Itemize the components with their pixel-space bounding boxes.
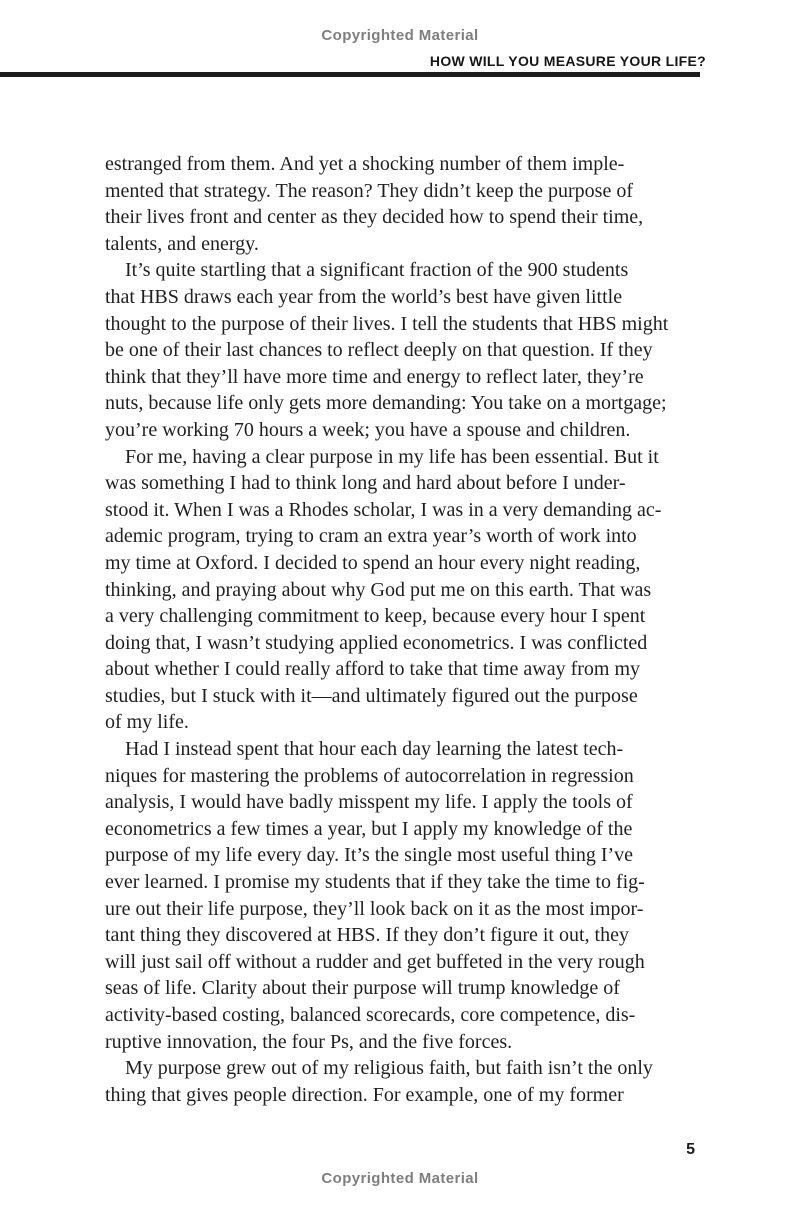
header-rule	[0, 72, 700, 77]
text-line: studies, but I stuck with it—and ultimately figured out the purpose	[105, 684, 638, 707]
text-line: stood it. When I was a Rhodes scholar, I was in a very demanding ac-	[105, 498, 662, 521]
text-line: niques for mastering the problems of autocorrelation in regression	[105, 764, 634, 787]
running-header-title: HOW WILL YOU MEASURE YOUR LIFE?	[429, 53, 706, 69]
text-line: ever learned. I promise my students that if they take the time to fig-	[105, 871, 645, 894]
text-line: econometrics a few times a year, but I apply my knowledge of the	[105, 817, 633, 840]
text-line: estranged from them. And yet a shocking number of them imple-	[105, 153, 625, 175]
text-line: thing that gives people direction. For example, one of my former	[105, 1083, 624, 1106]
text-line: be one of their last chances to reflect deeply on that question. If they	[105, 339, 653, 362]
text-line: was something I had to think long and hard about before I under-	[105, 472, 626, 495]
text-line: a very challenging commitment to keep, because every hour I spent	[105, 605, 646, 628]
text-line: think that they’ll have more time and energy to reflect later, they’re	[105, 365, 644, 388]
text-line: For me, having a clear purpose in my life has been essential. But it	[125, 445, 659, 468]
text-line: nuts, because life only gets more demanding: You take on a mortgage;	[105, 392, 667, 415]
text-line: will just sail off without a rudder and get buffeted in the very rough	[105, 950, 645, 973]
text-line: ure out their life purpose, they’ll look back on it as the most impor-	[105, 897, 644, 920]
text-line: of my life.	[105, 711, 189, 734]
paragraph	[105, 257, 706, 443]
paragraph	[105, 1055, 706, 1108]
text-line: mented that strategy. The reason? They didn’t keep the purpose of	[105, 179, 633, 202]
text-line: Had I instead spent that hour each day learning the latest tech-	[125, 738, 624, 761]
paragraph	[105, 736, 706, 1055]
text-line: my time at Oxford. I decided to spend an hour every night reading,	[105, 551, 641, 574]
text-line: ademic program, trying to cram an extra year’s worth of work into	[105, 525, 637, 548]
text-line: about whether I could really afford to take that time away from my	[105, 658, 640, 681]
text-line: thought to the purpose of their lives. I tell the students that HBS might	[105, 312, 669, 335]
page-number: 5	[686, 1141, 695, 1158]
text-line: doing that, I wasn’t studying applied econometrics. I was conflicted	[105, 631, 648, 654]
text-line: tant thing they discovered at HBS. If they don’t figure it out, they	[105, 924, 629, 947]
text-line: you’re working 70 hours a week; you have a spouse and children.	[105, 418, 631, 441]
text-line: seas of life. Clarity about their purpose will trump knowledge of	[105, 977, 620, 1000]
text-line: My purpose grew out of my religious faith, but faith isn’t the only	[125, 1057, 653, 1080]
text-line: activity-based costing, balanced scorecards, core competence, dis-	[105, 1004, 636, 1026]
text-line: ruptive innovation, the four Ps, and the five forces.	[105, 1030, 513, 1053]
paragraph	[105, 151, 706, 257]
paragraph	[105, 444, 706, 737]
text-line: that HBS draws each year from the world’s best have given little	[105, 285, 623, 308]
text-line: thinking, and praying about why God put me on this earth. That was	[105, 578, 652, 601]
text-line: their lives front and center as they decided how to spend their time,	[105, 206, 644, 229]
text-line: analysis, I would have badly misspent my life. I apply the tools of	[105, 791, 633, 814]
text-line: It’s quite startling that a significant fraction of the 900 students	[125, 259, 629, 282]
copyright-notice-bottom: Copyrighted Material	[321, 1170, 479, 1187]
page-body	[105, 151, 706, 1108]
text-line: talents, and energy.	[105, 232, 259, 255]
copyright-notice-top: Copyrighted Material	[321, 27, 479, 44]
text-line: purpose of my life every day. It’s the single most useful thing I’ve	[105, 844, 634, 867]
